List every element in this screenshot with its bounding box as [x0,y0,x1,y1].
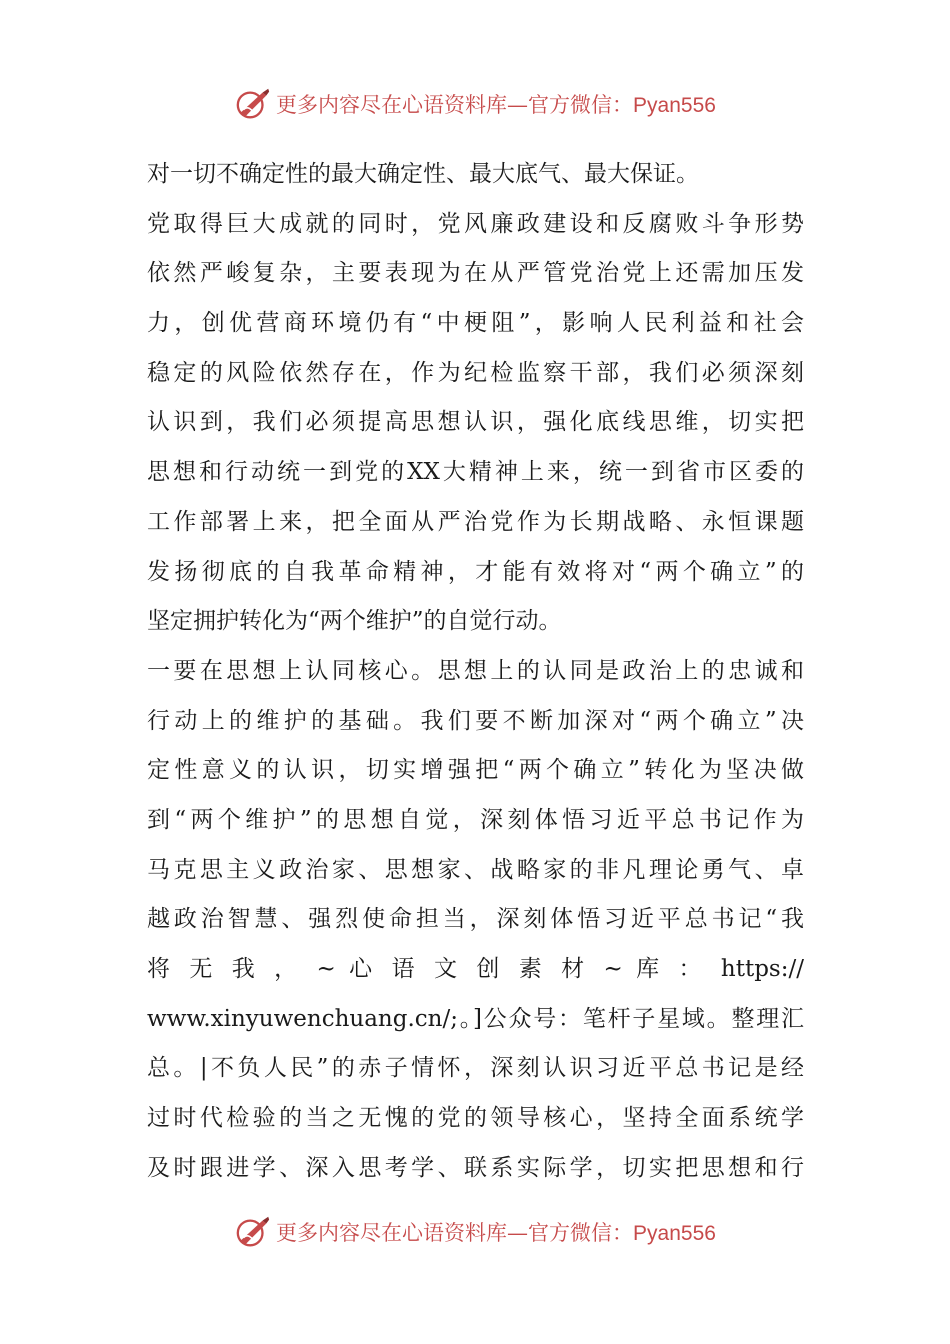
text-line: 到“两个维护”的思想自觉，深刻体悟习近平总书记作为 [147,806,804,833]
text-line: 稳定的风险依然存在，作为纪检监察干部，我们必须深刻 [147,359,804,386]
document-body [147,150,804,1193]
pen-logo-icon [234,1213,272,1251]
text-line: 一要在思想上认同核心。思想上的认同是政治上的忠诚和 [147,657,804,684]
header-wechat-id: Pyan556 [633,94,716,117]
text-line: 总。|不负人民”的赤子情怀，深刻认识习近平总书记是经 [147,1055,804,1082]
text-line: 坚定拥护转化为“两个维护”的自觉行动。 [147,608,562,635]
text-line: www.xinyuwenchuang.cn/;。]公众号：笔杆子星域。整理汇 [147,1005,804,1032]
text-line: 工作部署上来，把全面从严治党作为长期战略、永恒课题 [147,508,804,535]
text-line: 党取得巨大成就的同时，党风廉政建设和反腐败斗争形势 [147,210,804,237]
header-banner-text: 更多内容尽在心语资料库—官方微信：Pyan556 [276,93,716,117]
text-line: 力，创优营商环境仍有“中梗阻”，影响人民利益和社会 [147,310,804,337]
footer-banner-text: 更多内容尽在心语资料库—官方微信：Pyan556 [276,1221,716,1245]
text-line: 对一切不确定性的最大确定性、最大底气、最大保证。 [147,161,699,187]
text-line: 发扬彻底的自我革命精神，才能有效将对“两个确立”的 [147,558,804,585]
text-line: 思想和行动统一到党的XX大精神上来，统一到省市区委的 [147,459,804,486]
text-line: 定性意义的认识，切实增强把“两个确立”转化为坚决做 [147,757,804,784]
text-line: 越政治智慧、强烈使命担当，深刻体悟习近平总书记“我 [147,906,804,933]
footer-banner [0,1212,950,1252]
text-line: 行动上的维护的基础。我们要不断加深对“两个确立”决 [147,707,804,734]
pen-logo-icon [234,85,272,123]
text-line: 依然严峻复杂，主要表现为在从严管党治党上还需加压发 [147,260,804,287]
text-line: 过时代检验的当之无愧的党的领导核心，坚持全面系统学 [147,1105,804,1132]
text-line: 认识到，我们必须提高思想认识，强化底线思维，切实把 [147,409,804,436]
text-line: 将 无 我 ， ~ 心 语 文 创 素 材 ~ 库 ： https:// [147,956,804,982]
text-line: 及时跟进学、深入思考学、联系实际学，切实把思想和行 [147,1154,804,1181]
text-line: 马克思主义政治家、思想家、战略家的非凡理论勇气、卓 [147,856,804,883]
footer-wechat-id: Pyan556 [633,1222,716,1245]
header-banner [0,84,950,124]
